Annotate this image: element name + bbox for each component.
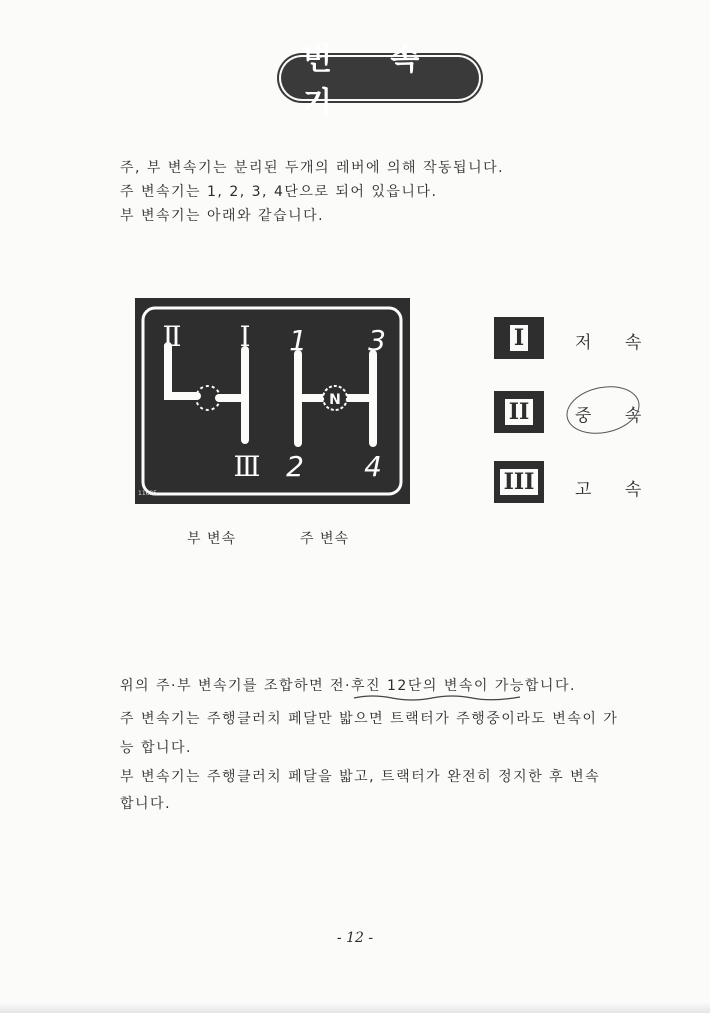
neutral-label: N [329, 392, 341, 408]
legend-numeral-i: I [494, 317, 544, 359]
body-line-4: 부 변속기는 주행클러치 페달을 밟고, 트랙터가 완전히 정지한 후 변속 [120, 769, 601, 785]
legend-numeral-iii: III [494, 461, 544, 503]
page-title: 변 속 기 [303, 42, 444, 121]
legend-numeral-ii: II [494, 391, 544, 433]
caption-sub-shift: 부 변속 [187, 531, 237, 547]
gear-1-label: 1 [289, 324, 307, 357]
sub-label-iii: Ⅲ [233, 450, 261, 483]
intro-line-2: 주 변속기는 1, 2, 3, 4단으로 되어 있읍니다. [120, 184, 438, 200]
sub-shift-gate [168, 346, 245, 440]
body-line-5: 합니다. [120, 796, 172, 812]
intro-line-3: 부 변속기는 아래와 같습니다. [120, 208, 325, 224]
shift-pattern-diagram [135, 298, 410, 504]
diagram-code: 11625 [138, 490, 158, 497]
handwritten-circle-mark [562, 380, 644, 440]
sub-label-ii: Ⅱ [162, 320, 182, 353]
body-line-1: 위의 주·부 변속기를 조합하면 전·후진 12단의 변속이 가능합니다. [120, 678, 576, 694]
handwritten-underline [352, 692, 522, 704]
gear-3-label: 3 [368, 324, 386, 357]
gear-4-label: 4 [364, 450, 382, 483]
gear-2-label: 2 [286, 450, 304, 483]
legend-label-low: 저 속 [575, 333, 656, 353]
page-number: - 12 - [336, 930, 374, 946]
scan-edge [0, 1002, 710, 1013]
caption-main-shift: 주 변속 [300, 531, 350, 547]
legend-label-mid: 중 속 [575, 406, 656, 426]
title-banner [279, 42, 481, 121]
sub-label-i: Ⅰ [239, 320, 251, 353]
intro-line-1: 주, 부 변속기는 분리된 두개의 레버에 의해 작동됩니다. [120, 160, 505, 176]
body-line-3: 능 합니다. [120, 740, 192, 756]
legend-label-high: 고 속 [575, 480, 656, 500]
body-line-2: 주 변속기는 주행클러치 페달만 밟으면 트랙터가 주행중이라도 변속이 가 [120, 711, 619, 727]
